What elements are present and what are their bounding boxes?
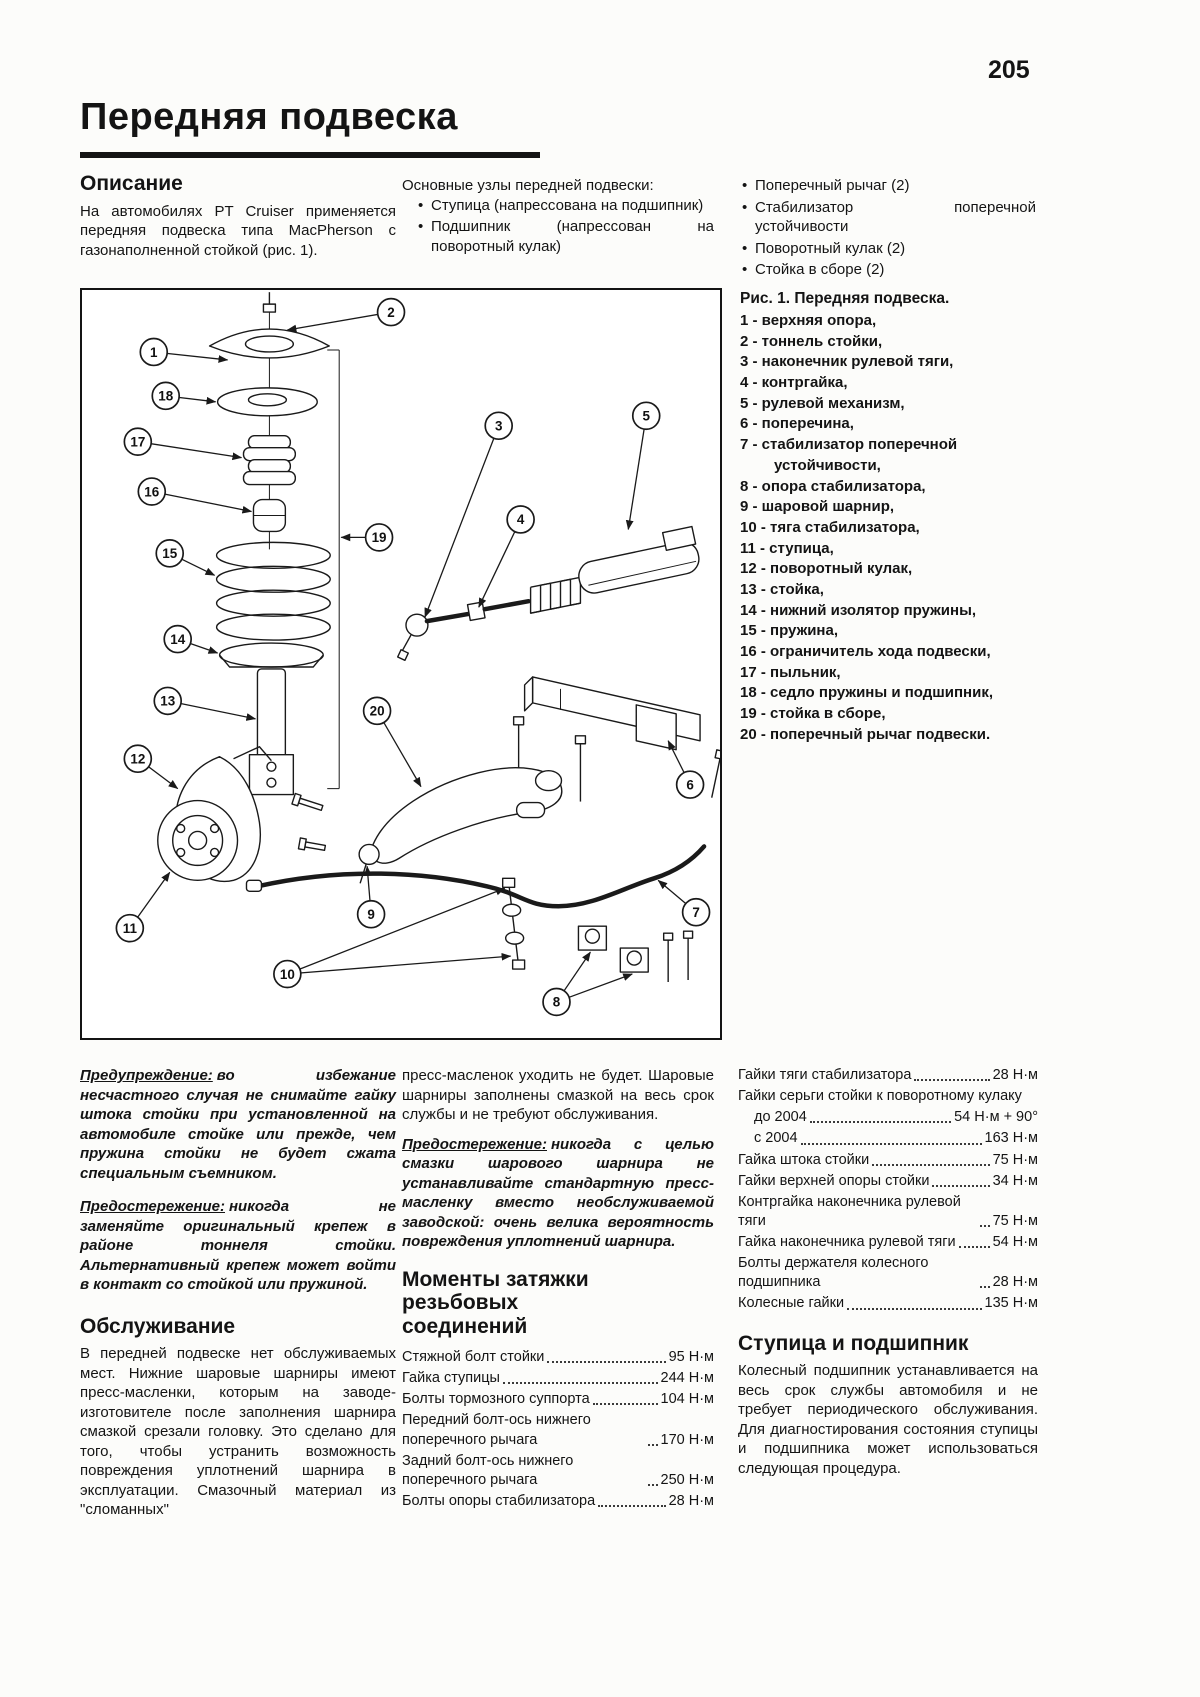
torque-value: 75 Н·м: [992, 1212, 1038, 1229]
torque-right-and-hub-section: [738, 1066, 1038, 1488]
torque-item: [738, 1151, 1038, 1170]
main-units-section: [402, 176, 714, 258]
description-section: [80, 172, 396, 270]
torque-label: Гайка ступицы: [402, 1370, 500, 1387]
torque-item: [738, 1294, 1038, 1313]
bolt: [664, 933, 673, 982]
dot-leader: [598, 1505, 665, 1507]
legend-item: 12 - поворотный кулак,: [740, 560, 913, 578]
torque-value: 95 Н·м: [668, 1349, 714, 1366]
legend-item: 15 - пружина,: [740, 622, 838, 640]
dot-leader: [847, 1308, 981, 1310]
dot-leader: [503, 1382, 658, 1384]
dot-leader: [547, 1361, 665, 1363]
legend-item: 11 - ступица,: [740, 539, 834, 557]
components-section: [740, 176, 1036, 282]
torque-value: 54 Н·м + 90°: [954, 1109, 1038, 1126]
stabilizer-parts: [246, 846, 704, 982]
figure-1: [80, 288, 722, 1040]
hub-heading: Ступица и подшипник: [738, 1331, 969, 1355]
legend-item: 6 - поперечина,: [740, 415, 854, 433]
torque-item: [402, 1348, 714, 1367]
legend-item: 7 - стабилизатор поперечной устойчивости,: [740, 436, 958, 474]
legend-item: 14 - нижний изолятор пружины,: [740, 601, 977, 619]
strut-column-parts: [158, 292, 339, 881]
figure-legend: [740, 290, 1036, 745]
svg-text:13: 13: [160, 693, 176, 709]
legend-item: 3 - наконечник рулевой тяги,: [740, 353, 954, 371]
main-units-heading: Основные узлы передней подвески:: [402, 177, 654, 194]
torque-item: [738, 1172, 1038, 1191]
torque-item: [402, 1390, 714, 1409]
torque-item: [402, 1369, 714, 1388]
dot-leader: [648, 1484, 658, 1486]
hub-text: Колесный подшипник устанавливается на весь срок службы автомобиля и не требует периодического обслуживания. Для диагностирования состояния ступицы и подшипника может использоваться следующая процедура.: [738, 1362, 1038, 1477]
legend-item: 13 - стойка,: [740, 580, 824, 598]
svg-text:8: 8: [552, 994, 561, 1010]
component-item: • Стабилизатор поперечной устойчивости: [740, 198, 1036, 237]
warnings-list: [80, 1066, 396, 1295]
torque-label: Гайка штока стойки: [738, 1151, 870, 1168]
dot-leader: [810, 1121, 951, 1123]
title-rule: [80, 152, 540, 158]
svg-text:5: 5: [642, 408, 650, 424]
svg-text:19: 19: [371, 530, 387, 546]
torque-label: Контргайка наконечника рулевой тяги: [738, 1193, 961, 1229]
dot-leader: [980, 1225, 990, 1227]
component-item: • Стойка в сборе (2): [740, 260, 1036, 280]
svg-text:6: 6: [686, 777, 694, 793]
torque-label: Гайки серьги стойки к поворотному кулаку: [738, 1088, 1022, 1105]
service-heading: Обслуживание: [80, 1314, 236, 1338]
warnings-and-service-section: [80, 1066, 396, 1530]
torque-item: [738, 1233, 1038, 1252]
warning-text: во избежание несчастного случая не снимайте гайку штока стойки при установленной на автомобиле стойке или прежде, чем пружина стойки не будет сжата специальным съемником.: [80, 1067, 396, 1182]
svg-text:15: 15: [162, 546, 178, 562]
warning-label: Предостережение:: [80, 1198, 225, 1215]
torque-heading: Моменты затяжки резьбовых соединений: [402, 1267, 589, 1338]
legend-item: 5 - рулевой механизм,: [740, 394, 905, 412]
torque-value: 54 Н·м: [992, 1234, 1038, 1250]
torque-value: 170 Н·м: [660, 1431, 714, 1448]
svg-text:18: 18: [158, 388, 174, 404]
torque-value: 28 Н·м: [992, 1274, 1038, 1291]
torque-item: [402, 1492, 714, 1511]
svg-text:14: 14: [170, 631, 186, 647]
legend-item: 17 - пыльник,: [740, 663, 841, 681]
torque-label: Задний болт-ось нижнего поперечного рычага: [402, 1452, 574, 1488]
description-text: На автомобилях PT Cruiser применяется передняя подвеска типа MacPherson с газонаполненной стойкой (рис. 1).: [80, 202, 396, 259]
component-item: • Поворотный кулак (2): [740, 239, 1036, 259]
components-list: [740, 176, 1036, 280]
main-unit-item: • Подшипник (напрессован на поворотный кулак): [416, 217, 714, 256]
warning-paragraph: [80, 1197, 396, 1295]
torque-item: [738, 1066, 1038, 1085]
bolt: [575, 736, 585, 802]
torque-label: Гайки верхней опоры стойки: [738, 1172, 930, 1189]
page-title: Передняя подвеска: [80, 96, 458, 138]
torque-label: Передний болт-ось нижнего поперечного рычага: [402, 1412, 591, 1448]
legend-item: 2 - тоннель стойки,: [740, 332, 883, 350]
torque-item: [738, 1254, 1038, 1292]
main-units-list: [416, 196, 714, 257]
torque-section: [402, 1066, 714, 1513]
torque-value: 28 Н·м: [668, 1492, 714, 1509]
torque-value: 104 Н·м: [660, 1391, 714, 1408]
torque-value: 135 Н·м: [984, 1295, 1038, 1312]
control-arm-parts: [359, 768, 562, 884]
figure-caption: Рис. 1. Передняя подвеска.: [740, 290, 950, 307]
dot-leader: [648, 1444, 658, 1446]
torque-value: 244 Н·м: [660, 1370, 714, 1387]
legend-item: 19 - стойка в сборе,: [740, 705, 886, 723]
dot-leader: [914, 1079, 989, 1081]
torque-item: [402, 1452, 714, 1490]
svg-text:3: 3: [494, 418, 503, 434]
steering-parts: [398, 527, 702, 661]
warning-label: Предостережение:: [402, 1135, 547, 1153]
torque-label: Стяжной болт стойки: [402, 1349, 545, 1366]
bolt: [707, 750, 720, 799]
page-number: 205: [988, 56, 1030, 84]
suspension-diagram: [82, 290, 720, 1038]
warning-paragraph: [80, 1066, 396, 1183]
warning-label: Предупреждение:: [80, 1067, 213, 1084]
torque-item: [738, 1087, 1038, 1106]
legend-item: 4 - контргайка,: [740, 374, 848, 392]
torque-list-right: [738, 1066, 1038, 1314]
svg-text:10: 10: [279, 966, 295, 982]
torque-value: 250 Н·м: [660, 1471, 714, 1488]
svg-text:9: 9: [367, 907, 375, 923]
dot-leader: [980, 1286, 990, 1288]
torque-label: до 2004: [754, 1109, 807, 1126]
legend-item: 16 - ограничитель хода подвески,: [740, 643, 991, 660]
torque-list-left: [402, 1348, 714, 1511]
torque-label: с 2004: [754, 1130, 798, 1147]
torque-label: Болты держателя колесного подшипника: [738, 1255, 929, 1291]
torque-item: [738, 1129, 1038, 1148]
warning-text: никогда с целью смазки шарового шарнира не устанавливайте стандартную пресс-масленку вместо необслуживаемой заводской: очень велика вероятность повреждения уплотнений шарнира.: [402, 1135, 714, 1250]
svg-text:17: 17: [130, 434, 146, 450]
torque-item: [738, 1108, 1038, 1127]
legend-item: 20 - поперечный рычаг подвески.: [740, 725, 991, 743]
service-text: В передней подвеске нет обслуживаемых мест. Нижние шаровые шарниры имеют пресс-масленки, которым на заводе-изготовителе после заполнения шарнира смазкой срезали головку. Это сделано для того, чтобы устранить возможность повреждения уплотнений шарнира в эксплуатации. Смазочный материал из "сломанных": [80, 1345, 396, 1519]
torque-value: 34 Н·м: [992, 1172, 1038, 1189]
component-item: • Поперечный рычаг (2): [740, 176, 1036, 196]
legend-item: 8 - опора стабилизатора,: [740, 477, 926, 495]
svg-text:1: 1: [150, 344, 158, 360]
svg-text:12: 12: [130, 751, 146, 767]
service-continuation: пресс-масленок уходить не будет. Шаровые шарниры заполнены смазкой на весь срок службы и не требуют обслуживания.: [402, 1067, 714, 1123]
dot-leader: [872, 1164, 989, 1166]
legend-list: [740, 311, 1036, 745]
description-heading: Описание: [80, 172, 183, 195]
warning-text: никогда не заменяйте оригинальный крепеж в районе тоннеля стойки. Альтернативный крепеж может войти в контакт со стойкой или пружиной.: [80, 1198, 396, 1293]
svg-text:2: 2: [387, 304, 395, 320]
torque-value: 163 Н·м: [984, 1130, 1038, 1147]
torque-label: Болты опоры стабилизатора: [402, 1492, 596, 1509]
svg-text:11: 11: [122, 920, 137, 936]
figure-callouts: [116, 299, 709, 1016]
dot-leader: [932, 1185, 989, 1187]
warning-paragraph: [402, 1135, 714, 1252]
svg-text:16: 16: [144, 484, 160, 500]
dot-leader: [801, 1143, 982, 1145]
torque-item: [402, 1411, 714, 1449]
torque-value: 75 Н·м: [992, 1151, 1038, 1168]
svg-text:4: 4: [516, 512, 525, 528]
torque-item: [738, 1193, 1038, 1231]
legend-item: 10 - тяга стабилизатора,: [740, 518, 920, 536]
legend-item: 1 - верхняя опора,: [740, 312, 877, 329]
bolt: [684, 931, 693, 980]
dot-leader: [959, 1246, 990, 1248]
legend-item: 18 - седло пружины и подшипник,: [740, 684, 994, 702]
svg-text:20: 20: [369, 703, 385, 719]
svg-text:7: 7: [692, 905, 700, 921]
main-unit-item: • Ступица (напрессована на подшипник): [416, 196, 714, 216]
torque-value: 28 Н·м: [992, 1067, 1038, 1083]
dot-leader: [593, 1403, 658, 1405]
torque-label: Болты тормозного суппорта: [402, 1391, 590, 1408]
torque-label: Гайки тяги стабилизатора: [738, 1067, 912, 1083]
torque-label: Гайка наконечника рулевой тяги: [738, 1234, 956, 1250]
torque-label: Колесные гайки: [738, 1295, 845, 1312]
legend-item: 9 - шаровой шарнир,: [740, 498, 895, 516]
